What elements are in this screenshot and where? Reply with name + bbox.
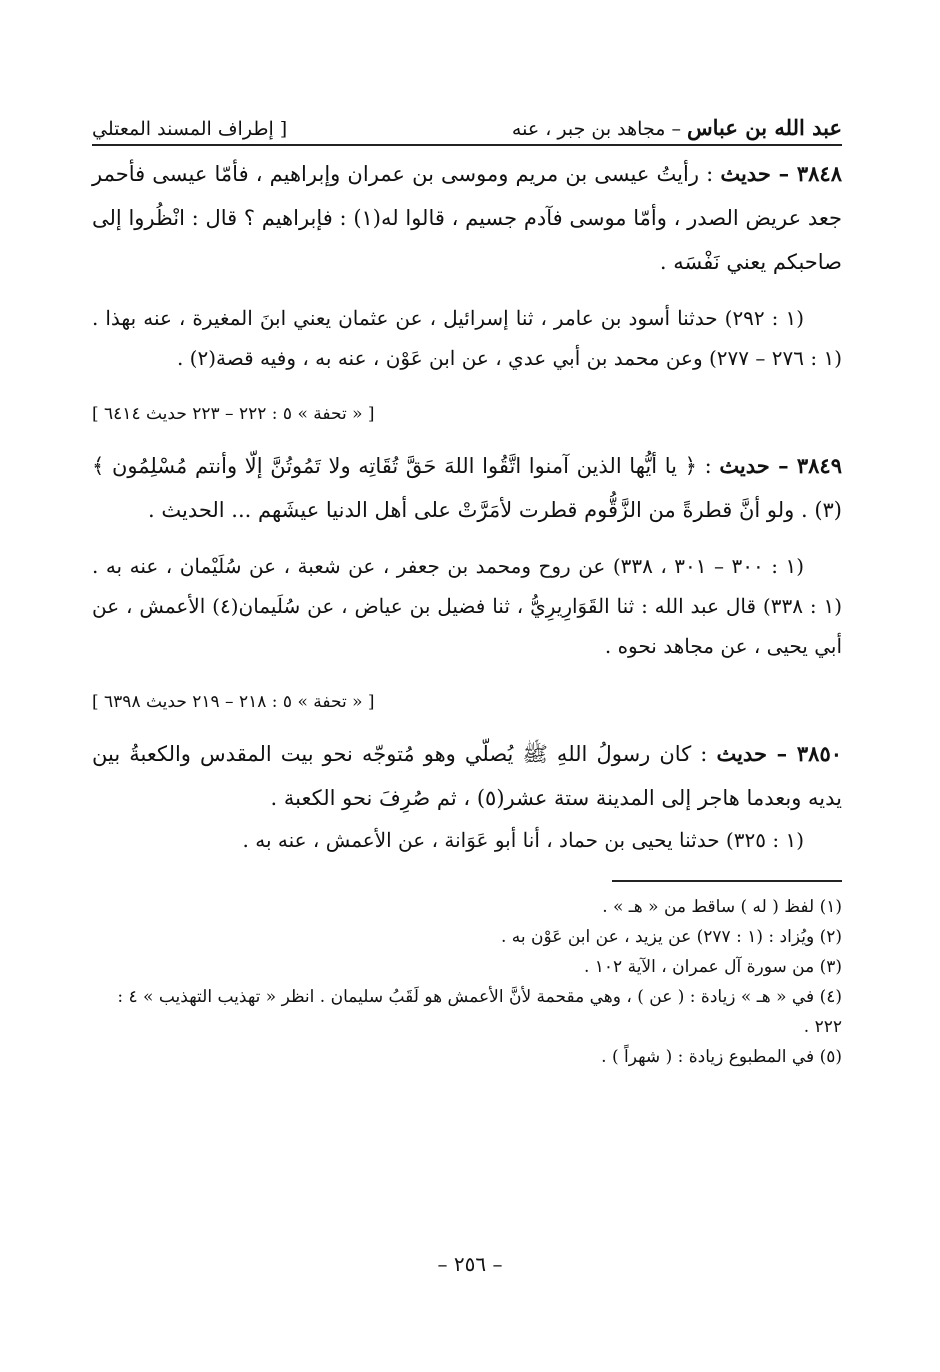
footnote-divider xyxy=(612,880,842,882)
page-body xyxy=(92,152,842,1072)
hadith-source: (١ : ٢٩٢) حدثنا أسود بن عامر ، ثنا إسرائيل ، عن عثمان يعني ابنَ المغيرة ، عنه بهذا . (١ : ٢٧٦ – ٢٧٧) وعن محمد بن أبي عدي ، عن ابن عَوْن ، عنه به ، وفيه قصة(٢) . xyxy=(92,306,842,370)
hadith-3849 xyxy=(92,444,842,532)
hadith-number: ٣٨٥٠ – حديث xyxy=(716,741,843,766)
hadith-number: ٣٨٤٨ – حديث xyxy=(720,161,842,186)
hadith-3850 xyxy=(92,732,842,820)
header-book-title: [ إطراف المسند المعتلي xyxy=(92,118,288,140)
header-title xyxy=(512,115,842,140)
hadith-text: : ﴿ يا أيُّها الذين آمنوا اتَّقُوا اللهَ حَقَّ تُقَاتِه ولا تَمُوتُنَّ إلّا وأنتم مُسْلِمُون ﴾(٣) . ولو أنَّ قطرةً من الزَّقُّوم قطرت لأمَرَّتْ على أهل الدنيا عيشَهم ... الحديث . xyxy=(92,454,842,522)
hadith-source: (١ : ٣٠٠ – ٣٠١ ، ٣٣٨) عن روح ومحمد بن جعفر ، عن شعبة ، عن سُلَيْمان ، عنه به . (١ : ٣٣٨) قال عبد الله : ثنا القَوَارِيرِيُّ ، ثنا فضيل بن عياض ، عن سُلَيمان(٤) الأعمش ، عن أبي يحيى ، عن مجاهد نحوه . xyxy=(92,554,842,658)
footnote-3: (٣) من سورة آل عمران ، الآية ١٠٢ . xyxy=(583,957,842,977)
hadith-number: ٣٨٤٩ – حديث xyxy=(719,453,842,478)
hadith-source: (١ : ٣٢٥) حدثنا يحيى بن حماد ، أنا أبو عَوَانة ، عن الأعمش ، عنه به . xyxy=(242,828,804,852)
footnote-5: (٥) في المطبوع زيادة : ( شهراً ) . xyxy=(601,1047,842,1067)
hadith-text: : رأيتُ عيسى بن مريم وموسى بن عمران وإبراهيم ، فأمّا عيسى فأحمر جعد عريض الصدر ، وأمّا موسى فآدم جسيم ، قالوا له(١) : فإبراهيم ؟ قال : انْظُروا إلى صاحبكم يعني نَفْسَه . xyxy=(92,162,842,274)
footnote-1: (١) لفظ ( له ) ساقط من « هـ » . xyxy=(602,897,842,917)
header-title-rest: – مجاهد بن جبر ، عنه xyxy=(511,118,687,140)
tuhfa-reference: [ « تحفة » ٥ : ٢٢٢ – ٢٢٣ حديث ٦٤١٤ ] xyxy=(92,404,375,424)
running-header xyxy=(92,100,842,146)
header-title-bold: عبد الله بن عباس xyxy=(687,115,842,140)
footnote-2: (٢) ويُزاد : (١ : ٢٧٧) عن يزيد ، عن ابن عَوْن به . xyxy=(500,927,842,947)
hadith-3848 xyxy=(92,152,842,284)
hadith-text: : كان رسولُ اللهِ ﷺ يُصلّي وهو مُتوجّه نحو بيت المقدس والكعبةُ بين يديه وبعدما هاجر إلى المدينة ستة عشر(٥) ، ثم صُرِفَ نحو الكعبة . xyxy=(92,742,842,810)
page-number: – ٢٥٦ – xyxy=(437,1252,503,1276)
tuhfa-reference: [ « تحفة » ٥ : ٢١٨ – ٢١٩ حديث ٦٣٩٨ ] xyxy=(92,692,375,712)
footnote-4: (٤) في « هـ » زيادة : ( عن ) ، وهي مقحمة لأنَّ الأعمش هو لَقَبُ سليمان . انظر « تهذيب التهذيب » ٤ : ٢٢٢ . xyxy=(117,987,842,1037)
